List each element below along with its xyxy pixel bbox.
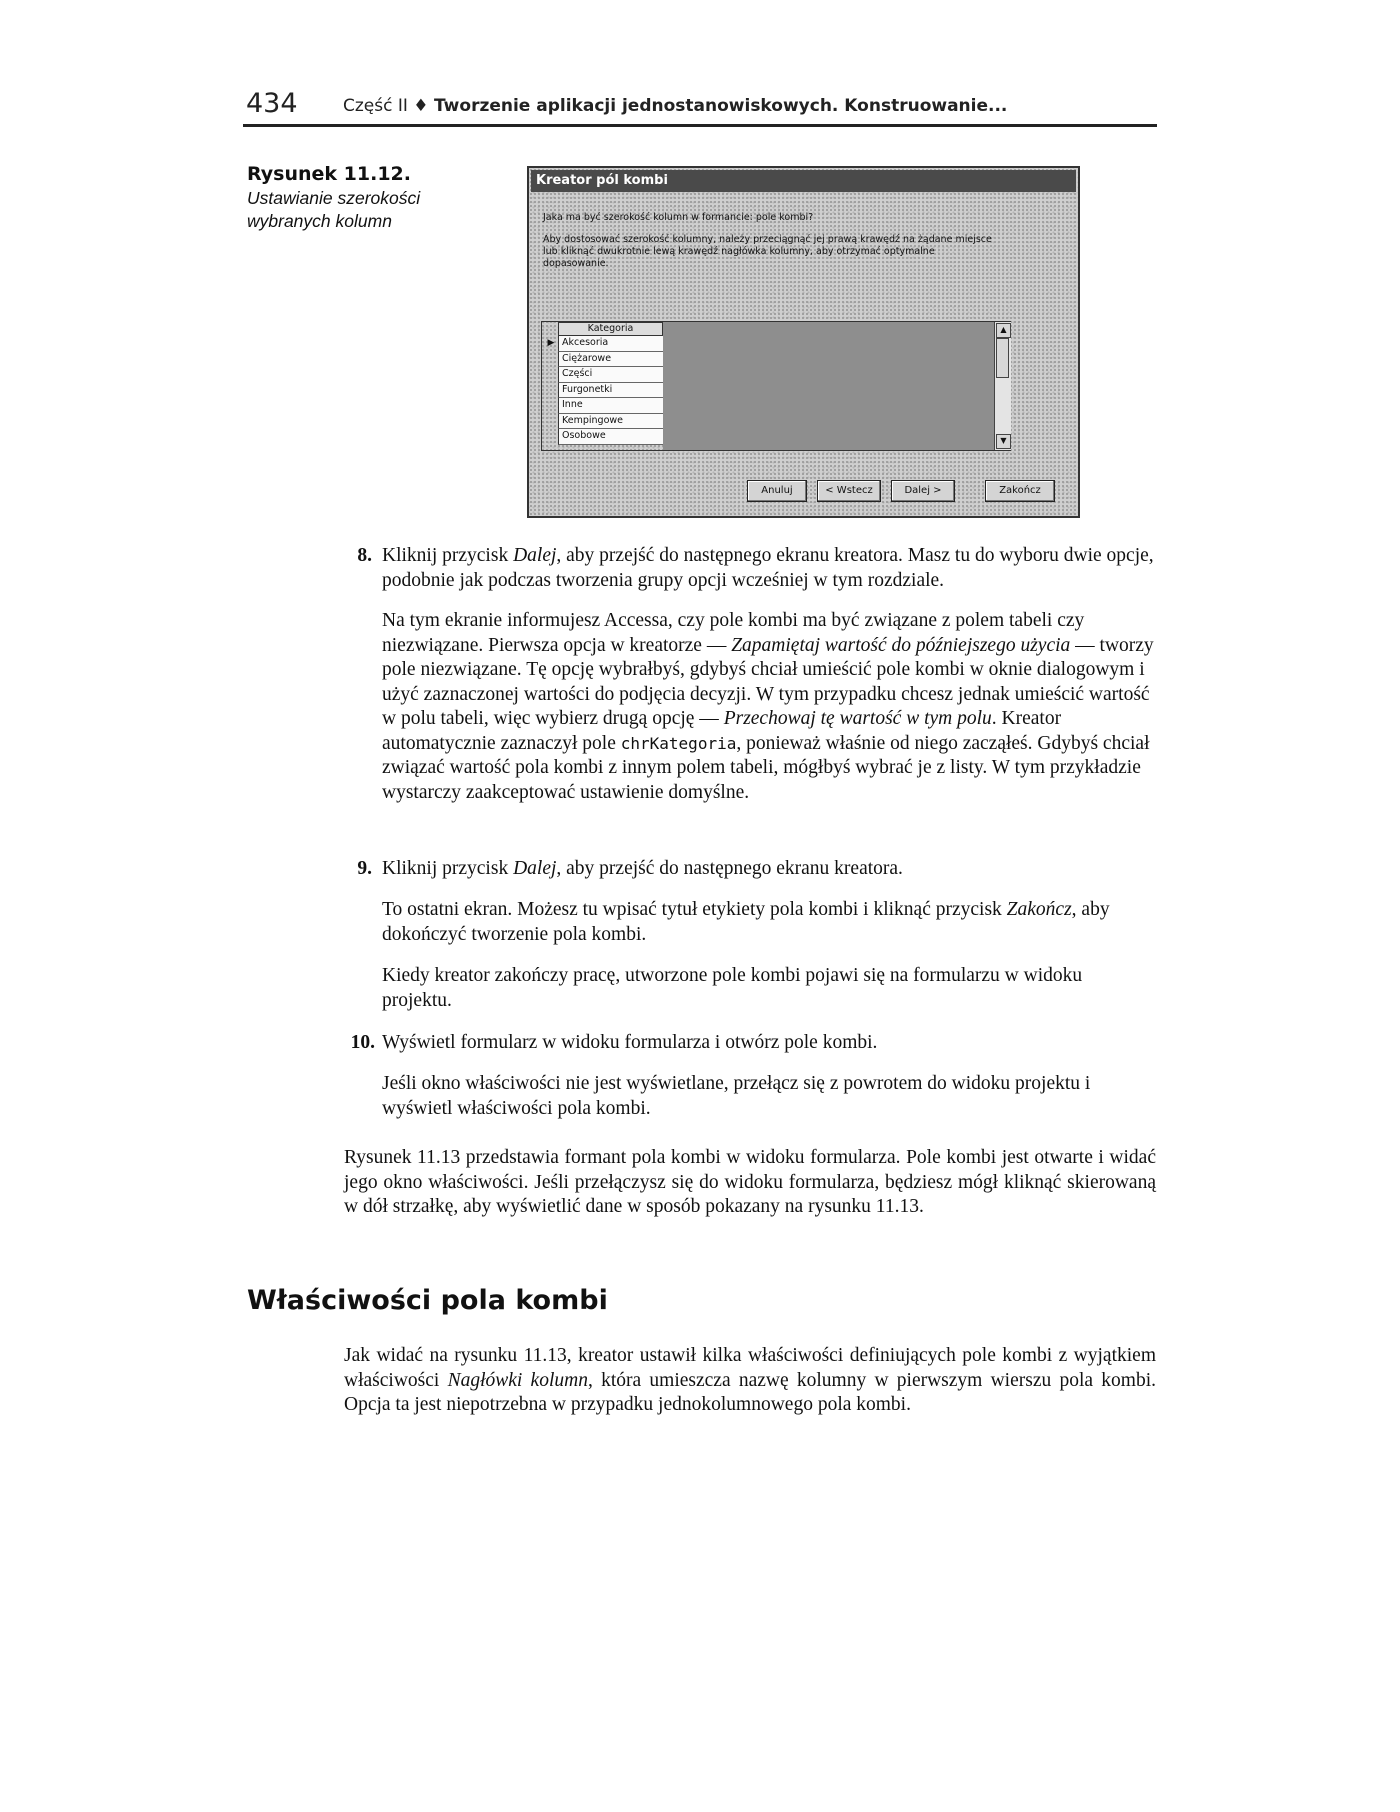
grid-row[interactable] xyxy=(542,383,663,399)
grid-cell[interactable]: Furgonetki xyxy=(558,383,663,399)
figure-label: Rysunek 11.12. xyxy=(247,163,411,185)
grid-row[interactable] xyxy=(542,367,663,383)
section-paragraph: Jak widać na rysunku 11.13, kreator ustawił kilka właściwości definiujących pole kombi z wyjątkiem właściwości Nagłówki kolumn, która umieszcza nazwę kolumny w pierwszym wierszu pola kombi. Opcja ta jest niepotrzebna w przypadku jednokolumnowego pola kombi. xyxy=(344,1345,1156,1415)
vertical-scrollbar[interactable] xyxy=(994,322,1011,450)
grid-cell[interactable]: Części xyxy=(558,367,663,383)
column-header[interactable]: Kategoria xyxy=(558,322,663,336)
step-number: 10. xyxy=(350,1032,375,1053)
step-8-explanation: Na tym ekranie informujesz Accessa, czy pole kombi ma być związane z polem tabeli czy niezwiązane. Pierwsza opcja w kreatorze — Zapamiętaj wartość do późniejszego użycia — tworzy pole niezwiązane. Tę opcję wybrałbyś, gdybyś chciał umieścić pole kombi w oknie dialogowym i użyć zaznaczonej wartości do podjęcia decyzji. W tym przypadku chcesz jednak umieścić wartość w polu tabeli, więc wybierz drugą opcję — Przechowaj tę wartość w tym polu. Kreator automatycznie zaznaczył pole chrKategoria, ponieważ właśnie od niego zacząłeś. Gdybyś chciał związać wartość pola kombi z innym polem tabeli, mógłbyś wybrać je z listy. W tym przykładzie wystarczy zaakceptować ustawienie domyślne. xyxy=(382,610,1154,803)
back-button[interactable]: < Wstecz xyxy=(817,480,881,502)
finish-button[interactable]: Zakończ xyxy=(985,480,1055,502)
header-rule xyxy=(243,124,1157,127)
grid-row[interactable] xyxy=(542,414,663,430)
body-paragraph: Rysunek 11.13 przedstawia formant pola kombi w widoku formularza. Pole kombi jest otwarte i widać jego okno właściwości. Jeśli przełączysz się do widoku formularza, będziesz mógł kliknąć skierowaną w dół strzałkę, aby wyświetlić dane w sposób pokazany na rysunku 11.13. xyxy=(344,1147,1156,1217)
dialog-title: Kreator pól kombi xyxy=(536,173,668,188)
dialog-question: Jaka ma być szerokość kolumn w formancie: pole kombi? xyxy=(543,212,814,223)
step-number: 9. xyxy=(357,858,372,879)
figure-caption xyxy=(247,163,447,233)
scroll-down-icon[interactable]: ▼ xyxy=(996,434,1011,449)
scroll-thumb[interactable] xyxy=(996,338,1009,378)
scroll-up-icon[interactable]: ▲ xyxy=(996,323,1011,338)
grid-row[interactable] xyxy=(542,429,663,445)
column-width-grid[interactable] xyxy=(541,321,1011,451)
step-9-explanation: To ostatni ekran. Możesz tu wpisać tytuł etykiety pola kombi i kliknąć przycisk Zakończ, aby dokończyć tworzenie pola kombi. xyxy=(382,899,1110,945)
field-name-code: chrKategoria xyxy=(620,733,737,753)
grid-row[interactable] xyxy=(542,352,663,368)
next-button[interactable]: Dalej > xyxy=(891,480,955,502)
grid-cell[interactable]: Osobowe xyxy=(558,429,663,445)
running-title xyxy=(343,96,1007,116)
grid-cell[interactable]: Kempingowe xyxy=(558,414,663,430)
grid-cell[interactable]: Inne xyxy=(558,398,663,414)
grid-row[interactable] xyxy=(542,398,663,414)
grid-row[interactable] xyxy=(542,336,663,352)
step-10-explanation: Jeśli okno właściwości nie jest wyświetlane, przełącz się z powrotem do widoku projektu i wyświetl właściwości pola kombi. xyxy=(382,1073,1091,1119)
step-number: 8. xyxy=(357,545,372,566)
cancel-button[interactable]: Anuluj xyxy=(747,480,807,502)
grid-cell[interactable]: Akcesoria xyxy=(558,336,663,352)
step-10-text: Wyświetl formularz w widoku formularza i otwórz pole kombi. xyxy=(382,1032,878,1053)
chapter-title: Tworzenie aplikacji jednostanowiskowych. Konstruowanie... xyxy=(433,96,1008,116)
running-header xyxy=(243,88,1157,128)
record-selector-icon: ▶ xyxy=(547,338,555,348)
page-number: 434 xyxy=(246,88,298,119)
dialog-instructions: Aby dostosować szerokość kolumny, należy przeciągnąć jej prawą krawędź na żądane miejsce lub kliknąć dwukrotnie lewą krawędź nagłówka kolumny, aby otrzymać optymalne dopasowanie. xyxy=(543,234,992,269)
step-9-result: Kiedy kreator zakończy pracę, utworzone pole kombi pojawi się na formularzu w widoku projektu. xyxy=(382,965,1083,1011)
grid-empty-area xyxy=(663,322,994,450)
figure-description: Ustawianie szerokości wybranych kolumn xyxy=(247,188,421,231)
combo-wizard-dialog xyxy=(527,166,1080,518)
diamond-icon: ♦ xyxy=(413,96,429,116)
step-8-text: Kliknij przycisk Dalej, aby przejść do następnego ekranu kreatora. Masz tu do wyboru dwie opcje, podobnie jak podczas tworzenia grupy opcji wcześniej w tym rozdziale. xyxy=(382,545,1154,591)
section-heading: Właściwości pola kombi xyxy=(247,1285,608,1316)
dialog-titlebar xyxy=(531,170,1076,192)
part-label: Część II xyxy=(343,96,408,116)
grid-rows xyxy=(542,336,663,445)
grid-cell[interactable]: Ciężarowe xyxy=(558,352,663,368)
step-9-text: Kliknij przycisk Dalej, aby przejść do następnego ekranu kreatora. xyxy=(382,858,903,879)
